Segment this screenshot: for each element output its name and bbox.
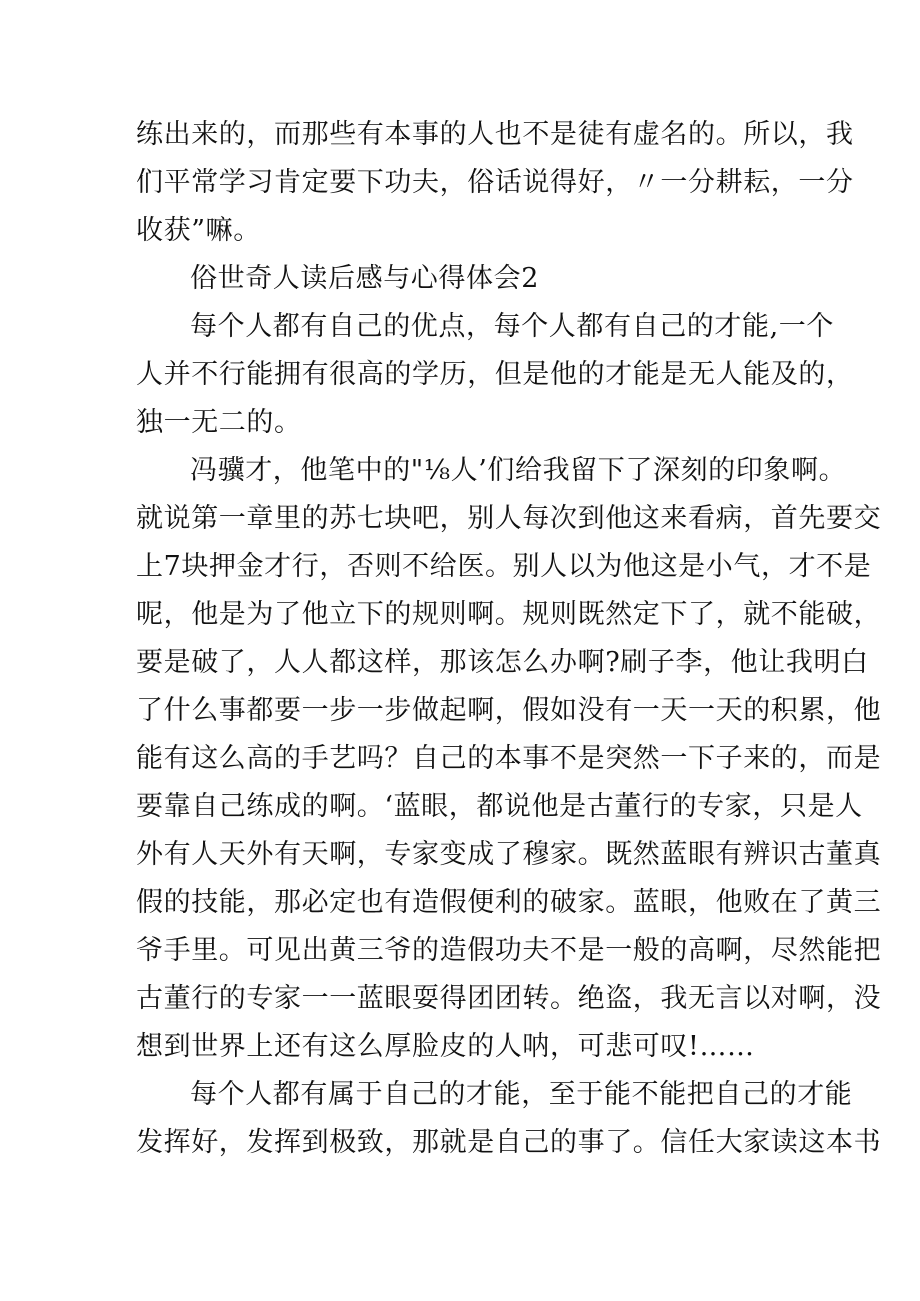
text-line: 冯骥才，他笔中的"⅛人’们给我留下了深刻的印象啊。 [190, 455, 847, 486]
text-line: 要靠自己练成的啊。‘蓝眼，都说他是古董行的专家，只是人 [136, 791, 863, 822]
text-line: 人并不行能拥有很高的学历，但是他的才能是无人能及的， [136, 359, 854, 390]
text-line: 就说第一章里的苏七块吧，别人每次到他这来看病，首先要交 [136, 503, 882, 534]
text-line: 假的技能，那必定也有造假便利的破家。蓝眼，他败在了黄三 [136, 887, 882, 918]
text-line: 每个人都有属于自己的才能，至于能不能把自己的才能 [190, 1079, 853, 1110]
text-line: 呢，他是为了他立下的规则啊。规则既然定下了，就不能破， [136, 599, 882, 630]
text-line: 收获”嘛。 [136, 215, 261, 246]
text-line: 想到世界上还有这么厚脸皮的人呐，可悲可叹!…… [136, 1031, 755, 1062]
text-line: 要是破了，人人都这样，那该怎么办啊?刷子李，他让我明白 [136, 647, 869, 678]
text-line: 能有这么高的手艺吗？自己的本事不是突然一下子来的，而是 [136, 743, 882, 774]
text-line: 外有人天外有天啊，专家变成了穆家。既然蓝眼有辨识古董真 [136, 839, 882, 870]
text-line: 每个人都有自己的优点，每个人都有自己的才能,一个 [190, 311, 834, 342]
text-line: 发挥好，发挥到极致，那就是自己的事了。信任大家读这本书 [136, 1127, 882, 1158]
text-line: 了什么事都要一步一步做起啊，假如没有一天一天的积累，他 [136, 695, 882, 726]
section-heading: 俗世奇人读后感与心得体会2 [190, 263, 539, 294]
text-line: 上7块押金才行，否则不给医。别人以为他这是小气，才不是 [136, 551, 872, 582]
text-line: 们平常学习肯定要下功夫，俗话说得好，〃一分耕耘，一分 [136, 167, 854, 198]
text-line: 独一无二的。 [136, 407, 302, 438]
text-line: 练出来的，而那些有本事的人也不是徒有虚名的。所以，我 [136, 119, 854, 150]
text-line: 爷手里。可见出黄三爷的造假功夫不是一般的高啊，尽然能把 [136, 935, 882, 966]
text-line: 古董行的专家一一蓝眼耍得团团转。绝盗，我无言以对啊，没 [136, 983, 882, 1014]
